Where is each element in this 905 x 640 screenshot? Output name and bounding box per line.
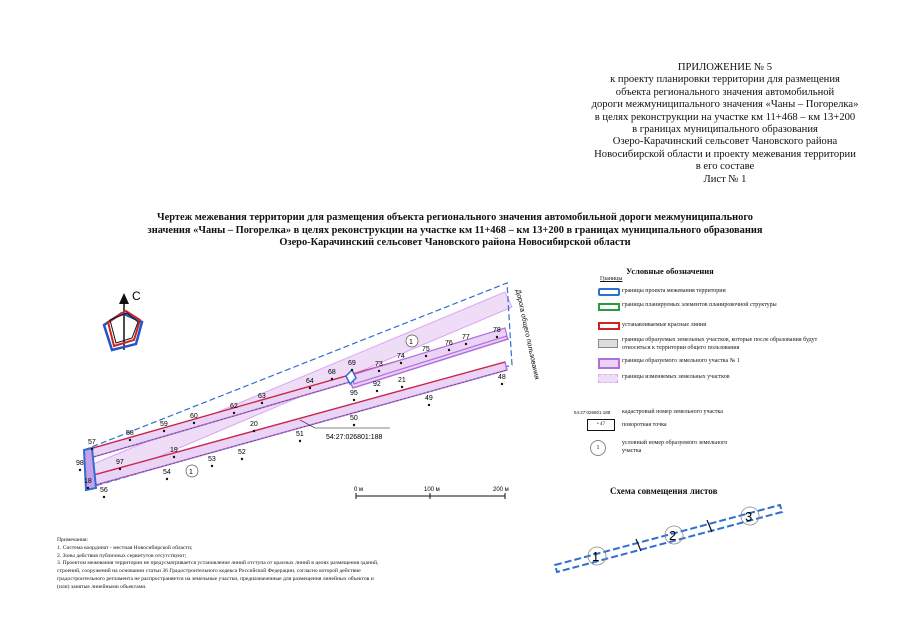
- turning-point-dot: [173, 456, 175, 458]
- legend-symbol-public-parcels: [598, 339, 618, 348]
- turning-point-label: 62: [230, 403, 238, 410]
- legend-item-text: кадастровый номер земельного участка: [622, 409, 723, 415]
- appendix-line: в целях реконструкции на участке км 11+468 – км 13+200: [594, 111, 856, 123]
- appendix-line: в границах муниципального образования: [632, 124, 818, 136]
- legend-symbol-parcel-number: 1: [590, 440, 606, 456]
- title-line: Озеро-Карачинский сельсовет Чановского района Новосибирской области: [279, 237, 631, 248]
- turning-point-label: 95: [350, 390, 358, 397]
- legend-item-text: границы планируемых элементов планировочной структуры: [622, 302, 777, 308]
- appendix-line: Лист № 1: [703, 173, 747, 185]
- turning-point-dot: [331, 378, 333, 380]
- turning-point-dot: [501, 383, 503, 385]
- scale-label: 0 м: [354, 487, 364, 493]
- turning-point-dot: [129, 439, 131, 441]
- note-line: 2. Зоны действия публичных сервитутов отсутствуют;: [57, 552, 187, 559]
- turning-point-dot: [261, 402, 263, 404]
- turning-point-label: 48: [498, 374, 506, 381]
- sheet-scheme: [555, 505, 782, 572]
- turning-point-dot: [103, 496, 105, 498]
- turning-point-label: 68: [328, 369, 336, 376]
- turning-point-label: 60: [190, 413, 198, 420]
- turning-point-dot: [353, 424, 355, 426]
- turning-point-label: 74: [397, 353, 405, 360]
- note-line: (или) занятые линейными объектами.: [57, 583, 147, 590]
- turning-point-label: 18: [84, 478, 92, 485]
- note-line: строений, сооружений на основании статьи 36 Градостроительного кодекса Российской Федерации, согласно которой действие: [57, 568, 361, 575]
- legend-item-text: границы изменяемых земельных участков: [622, 374, 730, 380]
- turning-point-dot: [253, 430, 255, 432]
- turning-point-label: 63: [258, 393, 266, 400]
- legend-item-text: устанавливаемые красные линии: [622, 322, 707, 328]
- turning-point-dot: [91, 448, 93, 450]
- turning-point-dot: [496, 336, 498, 338]
- turning-point-dot: [87, 487, 89, 489]
- legend-symbol-modified-parcels: [598, 374, 618, 383]
- legend-item-text: условный номер образуемого земельного участка: [622, 440, 728, 454]
- turning-point-label: 56: [100, 487, 108, 494]
- cadastral-label: 54:27:026801:188: [326, 434, 383, 441]
- parcel-marker-label: 1: [409, 339, 413, 346]
- notes-block: [57, 537, 477, 592]
- turning-point-dot: [163, 430, 165, 432]
- title-line: значения «Чаны – Погорелка» в целях реконструкции на участке км 11+468 – км 13+200 в границах муниципального образования: [147, 224, 763, 236]
- legend-item-text: поворотная точка: [622, 422, 667, 428]
- turning-point-label: 92: [373, 381, 381, 388]
- appendix-line: Новосибирской области и проекту межевания территории: [594, 148, 856, 160]
- turning-point-label: 77: [462, 334, 470, 341]
- turning-point-label: 49: [425, 395, 433, 402]
- turning-point-label: 52: [238, 449, 246, 456]
- turning-point-label: 21: [398, 377, 406, 384]
- note-line: градостроительного регламента не распространяется на земельные участки, предназначенные для размещения линейных объектов и: [57, 575, 374, 582]
- turning-point-dot: [400, 362, 402, 364]
- scale-bar: [354, 487, 509, 499]
- north-arrow: [104, 289, 142, 350]
- turning-point-dot: [299, 440, 301, 442]
- scale-label: 100 м: [424, 487, 440, 493]
- turning-point-dot: [448, 349, 450, 351]
- title-line: Чертеж межевания территории для размещения объекта регионального значения автомобильной дороги межмуниципального: [156, 212, 754, 223]
- legend-item-text: границы проекта межевания территории: [622, 288, 726, 294]
- appendix-line: объекта регионального значения автомобильной: [615, 86, 835, 98]
- turning-point-label: 57: [88, 439, 96, 446]
- turning-point-label: 75: [422, 346, 430, 353]
- turning-point-label: 76: [445, 340, 453, 347]
- appendix-line: к проекту планировки территории для размещения: [610, 74, 840, 86]
- road-label: Дорога общего пользования: [514, 288, 540, 381]
- turning-point-label: 20: [250, 421, 258, 428]
- legend-symbol-red-lines: [598, 322, 620, 330]
- legend-symbol-turning-point: • 47: [587, 419, 615, 431]
- turning-point-label: 51: [296, 431, 304, 438]
- modified-parcel-area: [86, 292, 512, 484]
- turning-point-dot: [79, 469, 81, 471]
- scheme-title: Схема совмещения листов: [610, 486, 718, 496]
- turning-point-dot: [119, 468, 121, 470]
- sheet-number: 2: [669, 528, 677, 543]
- legend-symbol-planning: [598, 303, 620, 311]
- turning-point-label: 64: [306, 378, 314, 385]
- turning-point-dot: [428, 404, 430, 406]
- sheet-number: 1: [592, 549, 600, 564]
- turning-point-label: 73: [375, 361, 383, 368]
- parcel-marker-label: 1: [189, 469, 193, 476]
- appendix-line: в его составе: [695, 161, 755, 173]
- sheet-number: 3: [745, 509, 753, 524]
- turning-point-label: 50: [350, 415, 358, 422]
- appendix-line: Озеро-Карачинский сельсовет Чановского района: [612, 136, 838, 148]
- note-line: 3. Проектом межевания территории не предусматривается установление линий отступа от красных линий в целях размещения зданий,: [57, 560, 379, 567]
- turning-point-dot: [376, 390, 378, 392]
- legend-symbol-cadastral: 54:27:026801:188: [574, 410, 611, 415]
- turning-point-label: 78: [493, 327, 501, 334]
- turning-point-label: 53: [208, 456, 216, 463]
- turning-point-dot: [351, 369, 353, 371]
- turning-point-dot: [193, 422, 195, 424]
- turning-point-dot: [233, 412, 235, 414]
- appendix-line: ПРИЛОЖЕНИЕ № 5: [677, 62, 773, 73]
- turning-point-label: 19: [170, 447, 178, 454]
- legend-title: Условные обозначения: [626, 266, 714, 276]
- turning-point-dot: [465, 343, 467, 345]
- legend-symbol-project-boundary: [598, 288, 620, 296]
- note-line: 1. Система координат - местная Новосибирской области;: [57, 544, 193, 551]
- turning-point-dot: [166, 478, 168, 480]
- scale-label: 200 м: [493, 487, 509, 493]
- legend-item-text: границы образуемых земельных участков, которые после образования будут относиться к территории общего пользования: [622, 337, 818, 351]
- turning-point-dot: [211, 465, 213, 467]
- legend-subtitle: Границы: [600, 276, 623, 282]
- turning-point-dot: [353, 399, 355, 401]
- turning-point-dot: [425, 355, 427, 357]
- turning-point-dot: [309, 387, 311, 389]
- turning-point-dot: [241, 458, 243, 460]
- turning-point-label: 54: [163, 469, 171, 476]
- appendix-line: дороги межмуниципального значения «Чаны – Погорелка»: [591, 99, 859, 111]
- turning-point-label: 98: [76, 460, 84, 467]
- turning-point-label: 59: [160, 421, 168, 428]
- notes-heading: Примечания:: [57, 537, 89, 543]
- turning-point-dot: [401, 386, 403, 388]
- legend-symbol-parcel-1: [598, 358, 620, 369]
- turning-point-label: 69: [348, 360, 356, 367]
- turning-point-label: 97: [116, 459, 124, 466]
- turning-point-dot: [378, 370, 380, 372]
- legend-item-text: границы образуемого земельного участка № 1: [622, 358, 740, 364]
- turning-point-label: 58: [126, 430, 134, 437]
- north-label: С: [132, 289, 141, 303]
